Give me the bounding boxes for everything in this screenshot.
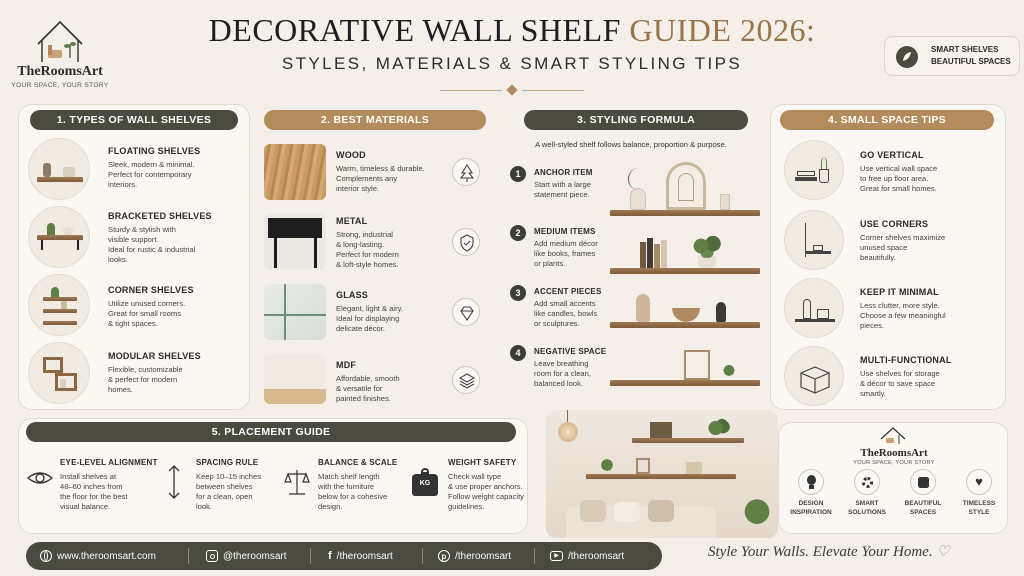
type-desc-3: interiors. [108,180,138,189]
placement-desc-4: design. [318,502,343,511]
step-number: 4 [510,345,526,361]
placement-spacing [196,458,280,512]
placement-weight [448,458,528,512]
step-desc-3: or sculptures. [534,319,580,328]
footer-divider [534,548,535,564]
placement-balance [318,458,406,512]
bulb-icon [798,469,824,495]
footer-instagram[interactable] [206,549,287,563]
pinterest-icon: p [438,550,450,562]
type-desc-2: Perfect for contemporary [108,170,192,179]
floating-shelf-image [28,138,90,200]
picture-frame [684,350,710,380]
type-desc-2: & perfect for modern [108,375,178,384]
step-number: 3 [510,285,526,301]
feature-line-1: DESIGN [798,500,824,507]
house-logo-icon [10,14,110,66]
feature-timeless-style [951,469,1007,517]
shelf-3 [610,322,760,328]
metal-swatch [264,214,326,270]
page-title [150,12,874,49]
page-title-main: DECORATIVE WALL SHELF [208,12,621,48]
material-desc-2: Ideal for displaying [336,314,400,323]
placement-title: WEIGHT SAFETY [448,458,517,467]
material-title: WOOD [336,150,366,160]
tip-corners [860,219,1000,263]
placement-desc-4: visual balance. [60,502,111,511]
shield-icon [452,228,480,256]
shelf-2 [610,268,760,274]
type-desc-2: Great for small rooms [108,309,182,318]
materials-heading: 2. BEST MATERIALS [264,110,486,130]
placement-desc-1: Keep 10–15 inches [196,472,262,481]
badge-line-2: BEAUTIFUL SPACES [931,57,1011,66]
placement-desc-3: Follow weight capacity [448,492,524,501]
house-logo-icon [873,425,913,447]
placement-heading: 5. PLACEMENT GUIDE [26,422,516,442]
step-desc-2: statement piece. [534,190,590,199]
mdf-swatch [264,354,326,404]
step-title: ANCHOR ITEM [534,168,593,177]
placement-desc-3: below for a cohesive [318,492,388,501]
youtube-link[interactable]: /theroomsart [568,550,625,562]
tip-desc-2: & décor to save space [860,379,936,388]
formula-heading: 3. STYLING FORMULA [524,110,748,130]
tip-desc-1: Corner shelves maximize [860,233,946,242]
material-mdf [336,360,446,404]
brand-tagline: YOUR SPACE, YOUR STORY [11,82,109,89]
placement-desc-2: 48–60 inches from [60,482,123,491]
type-title: MODULAR SHELVES [108,351,201,361]
leaf-icon [895,45,919,69]
feature-line-1: TIMELESS [962,500,996,507]
page-subtitle: STYLES, MATERIALS & SMART STYLING TIPS [281,54,743,73]
weight-icon-label: KG [419,480,431,487]
step-desc-1: Add small accents [534,299,596,308]
feature-line-1: BEAUTIFUL [904,500,942,507]
step-anchor [534,168,614,200]
step-number: 2 [510,225,526,241]
tip-multifunctional [860,355,1000,399]
material-desc-1: Warm, timeless & durable. [336,164,425,173]
header-badge [884,36,1020,76]
placement-eye-level [60,458,164,512]
tip-title: MULTI-FUNCTIONAL [860,355,952,365]
tip-minimal [860,287,1000,331]
step-desc-3: or plants. [534,259,566,268]
facebook-link[interactable]: /theroomsart [336,550,393,562]
tip-desc-1: Use shelves for storage [860,369,940,378]
type-desc-3: homes. [108,385,133,394]
tip-desc-3: smartly. [860,389,887,398]
placement-desc-3: the floor for the best [60,492,128,501]
placement-title: BALANCE & SCALE [318,458,398,467]
material-desc-1: Affordable, smooth [336,374,400,383]
type-floating [108,146,248,190]
step-number: 1 [510,166,526,182]
feature-line-1: SMART [855,500,879,507]
modular-shelf-image [28,342,90,404]
plant-leaves [692,234,722,258]
tip-title: GO VERTICAL [860,150,924,160]
step-desc-2: room for a clean, [534,369,591,378]
corner-shelf-image [28,274,90,336]
placement-desc-4: look. [196,502,213,511]
step-title: ACCENT PIECES [534,287,602,296]
step-title: NEGATIVE SPACE [534,347,607,356]
sofa [566,506,716,538]
material-desc-3: delicate décor. [336,324,385,333]
arch-frame [666,162,706,210]
pendant-lamp [556,410,580,440]
layers-icon [452,366,480,394]
type-corner [108,285,248,329]
step-desc-2: like books, frames [534,249,596,258]
placement-desc-1: Check wall type [448,472,502,481]
type-desc-4: looks. [108,255,128,264]
footer-facebook[interactable] [328,549,393,563]
feature-line-2: STYLE [968,509,990,516]
material-title: MDF [336,360,357,370]
floor-plant [742,494,772,538]
heart-outline-icon: ♡ [936,544,950,560]
placement-desc-4: guidelines. [448,502,485,511]
tip-desc-2: Choose a few meaningful [860,311,946,320]
step-accent [534,287,614,329]
wood-swatch [264,144,326,200]
vertical-arrow-icon [166,464,182,500]
flower-icon [910,469,936,495]
brand-name: TheRoomsArt [17,64,103,79]
shelf-4 [610,380,760,386]
corner-tip-image [784,210,844,270]
eye-icon [26,468,54,488]
type-desc-1: Sturdy & stylish with [108,225,176,234]
feature-line-2: INSPIRATION [790,509,832,516]
shelf-1 [610,210,760,216]
type-desc-3: & tight spaces. [108,319,158,328]
footer-slogan [708,542,1024,561]
material-desc-4: & loft-style homes. [336,260,399,269]
formula-intro: A well-styled shelf follows balance, proportion & purpose. [535,140,727,149]
material-title: GLASS [336,290,369,300]
type-desc-1: Flexible, customizable [108,365,183,374]
material-desc-1: Strong, industrial [336,230,393,239]
brand-card-tagline: YOUR SPACE, YOUR STORY [853,460,935,466]
footer-website[interactable] [40,549,156,563]
small-plant [722,364,736,380]
globe-icon [40,550,52,562]
vase [630,188,646,210]
tip-desc-2: unused space [860,243,908,252]
brand-card-name: TheRoomsArt [860,447,928,459]
tip-desc-3: Great for small homes. [860,184,937,193]
tree-icon [452,158,480,186]
step-desc-3: balanced look. [534,379,583,388]
material-desc-1: Elegant, light & airy. [336,304,403,313]
type-bracketed [108,211,248,265]
type-title: CORNER SHELVES [108,285,194,295]
youtube-icon: ▶ [550,551,563,561]
tall-vase [636,294,650,322]
footer-divider [188,548,189,564]
footer-divider [422,548,423,564]
tip-desc-3: pieces. [860,321,885,330]
tip-desc-1: Less clutter, more style. [860,301,940,310]
placement-desc-2: with the furniture [318,482,375,491]
small-space-heading: 4. SMALL SPACE TIPS [780,110,994,130]
weight-icon [412,468,438,496]
feature-line-2: SPACES [909,509,937,516]
placement-desc-1: Install shelves at [60,472,117,481]
footer-pinterest[interactable] [438,549,511,563]
type-desc-1: Utilize unused corners. [108,299,186,308]
page-title-accent: GUIDE 2026: [629,12,816,48]
tip-desc-3: beautifully. [860,253,896,262]
step-title: MEDIUM ITEMS [534,227,596,236]
placement-title: EYE-LEVEL ALIGNMENT [60,458,158,467]
tip-desc-2: to free up floor area. [860,174,929,183]
feature-line-2: SOLUTIONS [848,509,886,516]
bowl [672,308,700,322]
facebook-icon: f [328,550,332,562]
type-modular [108,351,248,395]
material-desc-3: interior style. [336,184,380,193]
feature-smart-solutions [839,469,895,517]
placement-desc-3: for a clean, open [196,492,253,501]
material-metal [336,216,446,270]
step-desc-1: Add medium décor [534,239,598,248]
feature-beautiful-spaces [895,469,951,517]
website-link[interactable]: www.theroomsart.com [57,550,156,562]
footer-divider [310,548,311,564]
material-glass [336,290,446,334]
room-photo [546,410,778,538]
step-desc-1: Leave breathing [534,359,589,368]
step-negative [534,347,614,389]
type-desc-3: Ideal for rustic & industrial [108,245,196,254]
pinterest-link[interactable]: /theroomsart [455,550,512,562]
instagram-icon [206,550,218,562]
type-desc-1: Sleek, modern & minimal. [108,160,195,169]
placement-desc-2: between shelves [196,482,253,491]
branch-plant [628,168,648,190]
types-heading: 1. TYPES OF WALL SHELVES [30,110,238,130]
step-medium [534,227,614,269]
step-desc-2: like candles, bowls [534,309,598,318]
tip-desc-1: Use vertical wall space [860,164,938,173]
bracketed-shelf-image [28,206,90,268]
brand-card [778,422,1008,534]
brand-logo [10,14,110,96]
material-desc-3: painted finishes. [336,394,391,403]
glass-swatch [264,284,326,340]
material-desc-2: Complements any [336,174,398,183]
badge-line-1: SMART SHELVES [931,45,999,54]
slogan-text: Style Your Walls. Elevate Your Home. [708,544,933,560]
type-title: BRACKETED SHELVES [108,211,212,221]
gear-icon [854,469,880,495]
material-desc-3: Perfect for modern [336,250,399,259]
multifunctional-tip-image [784,346,844,406]
type-title: FLOATING SHELVES [108,146,201,156]
instagram-link[interactable]: @theroomsart [223,550,287,562]
material-desc-2: & versatile for [336,384,383,393]
title-ornament [440,86,584,94]
material-title: METAL [336,216,368,226]
placement-desc-1: Match shelf length [318,472,380,481]
placement-desc-2: & use proper anchors. [448,482,523,491]
scale-icon [284,468,310,498]
material-desc-2: & long-lasting. [336,240,385,249]
tip-vertical [860,150,1000,194]
books [640,238,680,268]
step-desc-1: Start with a large [534,180,591,189]
minimal-tip-image [784,278,844,338]
material-wood [336,150,446,194]
styled-shelves-illustration [606,150,762,400]
heart-icon: ♥ [966,469,992,495]
candle [720,194,730,210]
footer-youtube[interactable] [550,549,624,563]
type-desc-2: visible support. [108,235,159,244]
small-vase [716,302,726,322]
placement-title: SPACING RULE [196,458,259,467]
tip-title: USE CORNERS [860,219,929,229]
tip-title: KEEP IT MINIMAL [860,287,939,297]
vertical-tip-image [784,140,844,200]
diamond-icon [452,298,480,326]
feature-design-inspiration [783,469,839,517]
